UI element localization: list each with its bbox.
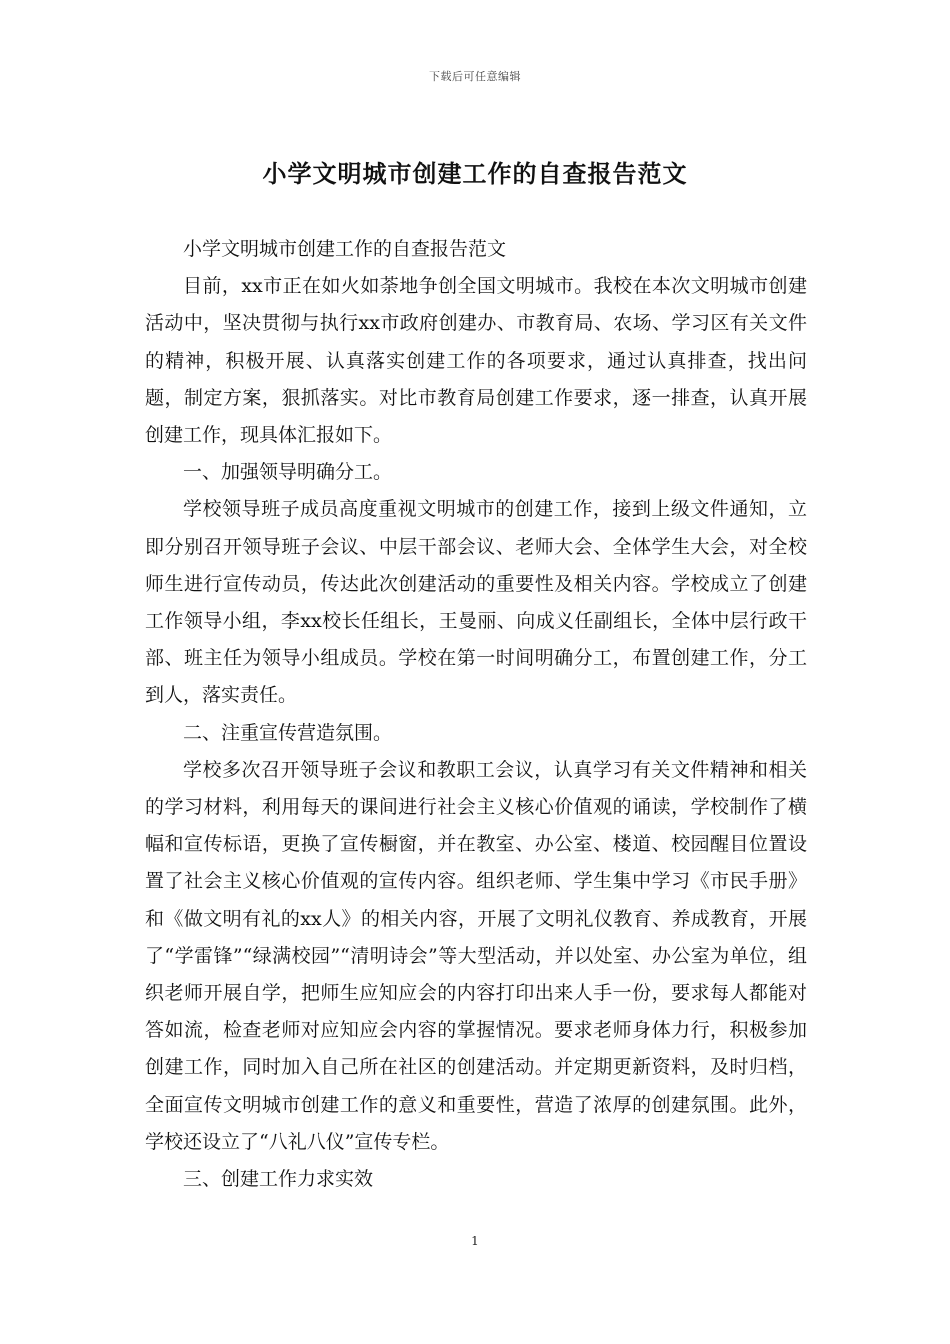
paragraph-section-1: 学校领导班子成员高度重视文明城市的创建工作，接到上级文件通知，立即分别召开领导班子会议、中层干部会议、老师大会、全体学生大会，对全校师生进行宣传动员，传达此次创建活动的重要性及相关内容。学校成立了创建工作领导小组，李xx校长任组长，王曼丽、向成义任副组长，全体中层行政干部、班主任为领导小组成员。学校在第一时间明确分工，布置创建工作，分工到人，落实责任。 xyxy=(145,498,807,707)
paragraph-subtitle: 小学文明城市创建工作的自查报告范文 xyxy=(183,238,507,260)
page-number: 1 xyxy=(471,1234,479,1248)
document-body xyxy=(145,231,807,1198)
section-heading-2: 二、注重宣传营造氛围。 xyxy=(183,721,393,744)
section-heading-1: 一、加强领导明确分工。 xyxy=(183,461,393,484)
header-note: 下载后可任意编辑 xyxy=(429,70,521,83)
paragraph-intro: 目前，xx市正在如火如荼地争创全国文明城市。我校在本次文明城市创建活动中，坚决贯彻与执行xx市政府创建办、市教育局、农场、学习区有关文件的精神，积极开展、认真落实创建工作的各项要求，通过认真排查，找出问题，制定方案，狠抓落实。对比市教育局创建工作要求，逐一排查，认真开展创建工作，现具体汇报如下。 xyxy=(145,275,807,447)
document-title: 小学文明城市创建工作的自查报告范文 xyxy=(262,159,688,188)
section-heading-3: 三、创建工作力求实效 xyxy=(183,1168,374,1191)
paragraph-section-2: 学校多次召开领导班子会议和教职工会议，认真学习有关文件精神和相关的学习材料，利用每天的课间进行社会主义核心价值观的诵读，学校制作了横幅和宣传标语，更换了宣传橱窗，并在教室、办公室、楼道、校园醒目位置设置了社会主义核心价值观的宣传内容。组织老师、学生集中学习《市民手册》和《做文明有礼的xx人》的相关内容，开展了文明礼仪教育、养成教育，开展了“学雷锋”“绿满校园”“清明诗会”等大型活动，并以处室、办公室为单位，组织老师开展自学，把师生应知应会的内容打印出来人手一份，要求每人都能对答如流，检查老师对应知应会内容的掌握情况。要求老师身体力行，积极参加创建工作，同时加入自己所在社区的创建活动。并定期更新资料，及时归档，全面宣传文明城市创建工作的意义和重要性，营造了浓厚的创建氛围。此外，学校还设立了“八礼八仪”宣传专栏。 xyxy=(145,758,807,1153)
